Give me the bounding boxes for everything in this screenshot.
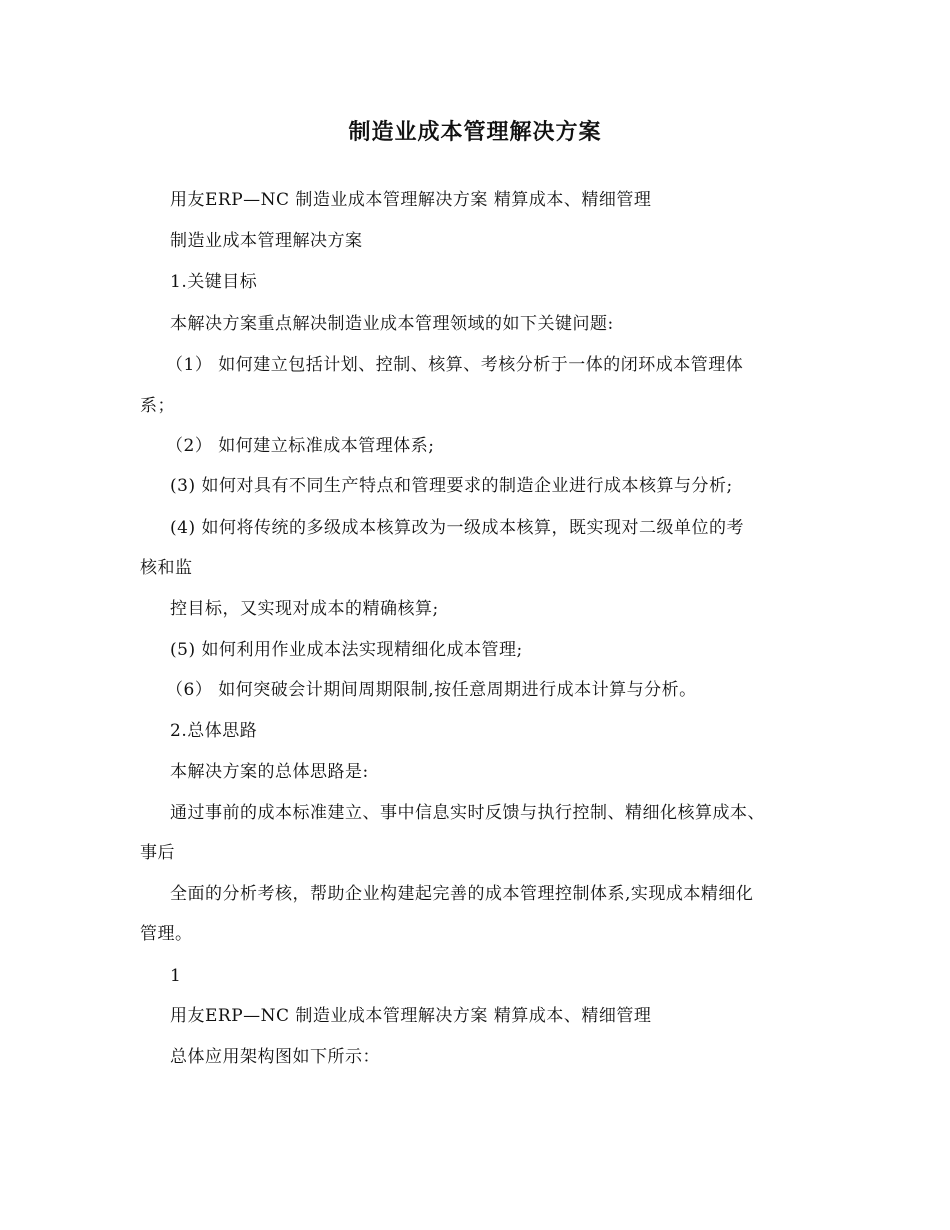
list-item-line: (5) 如何利用作业成本法实现精细化成本管理; xyxy=(170,640,523,660)
paragraph-continuation: 事后 xyxy=(140,843,175,863)
paragraph-line: 通过事前的成本标准建立、事中信息实时反馈与执行控制、精细化核算成本、 xyxy=(170,803,765,823)
section-heading: 1.关键目标 xyxy=(170,272,258,292)
paragraph-line: 全面的分析考核，帮助企业构建起完善的成本管理控制体系,实现成本精细化 xyxy=(170,884,754,904)
list-item-line: （1） 如何建立包括计划、控制、核算、考核分析于一体的闭环成本管理体 xyxy=(166,355,744,375)
paragraph-line: 本解决方案重点解决制造业成本管理领域的如下关键问题: xyxy=(170,314,614,334)
header-line: 用友ERP—NC 制造业成本管理解决方案 精算成本、精细管理 xyxy=(170,1006,652,1026)
paragraph-line: 总体应用架构图如下所示： xyxy=(170,1047,380,1067)
list-item-line: （2） 如何建立标准成本管理体系; xyxy=(166,436,435,456)
paragraph-line: 本解决方案的总体思路是: xyxy=(170,762,369,782)
list-item-continuation: 控目标，又实现对成本的精确核算; xyxy=(170,599,439,619)
subtitle-line: 制造业成本管理解决方案 xyxy=(170,231,363,251)
page-title: 制造业成本管理解决方案 xyxy=(348,120,602,145)
page-number: 1 xyxy=(170,966,182,986)
header-line: 用友ERP—NC 制造业成本管理解决方案 精算成本、精细管理 xyxy=(170,190,652,210)
list-item-line: (3) 如何对具有不同生产特点和管理要求的制造企业进行成本核算与分析; xyxy=(170,476,733,496)
section-heading: 2.总体思路 xyxy=(170,721,258,741)
list-item-continuation: 系； xyxy=(140,396,175,416)
list-item-line: （6） 如何突破会计期间周期限制,按任意周期进行成本计算与分析。 xyxy=(166,680,697,700)
list-item-line: (4) 如何将传统的多级成本核算改为一级成本核算，既实现对二级单位的考 xyxy=(170,518,744,538)
list-item-continuation: 核和监 xyxy=(140,558,193,578)
paragraph-continuation: 管理。 xyxy=(140,924,193,944)
